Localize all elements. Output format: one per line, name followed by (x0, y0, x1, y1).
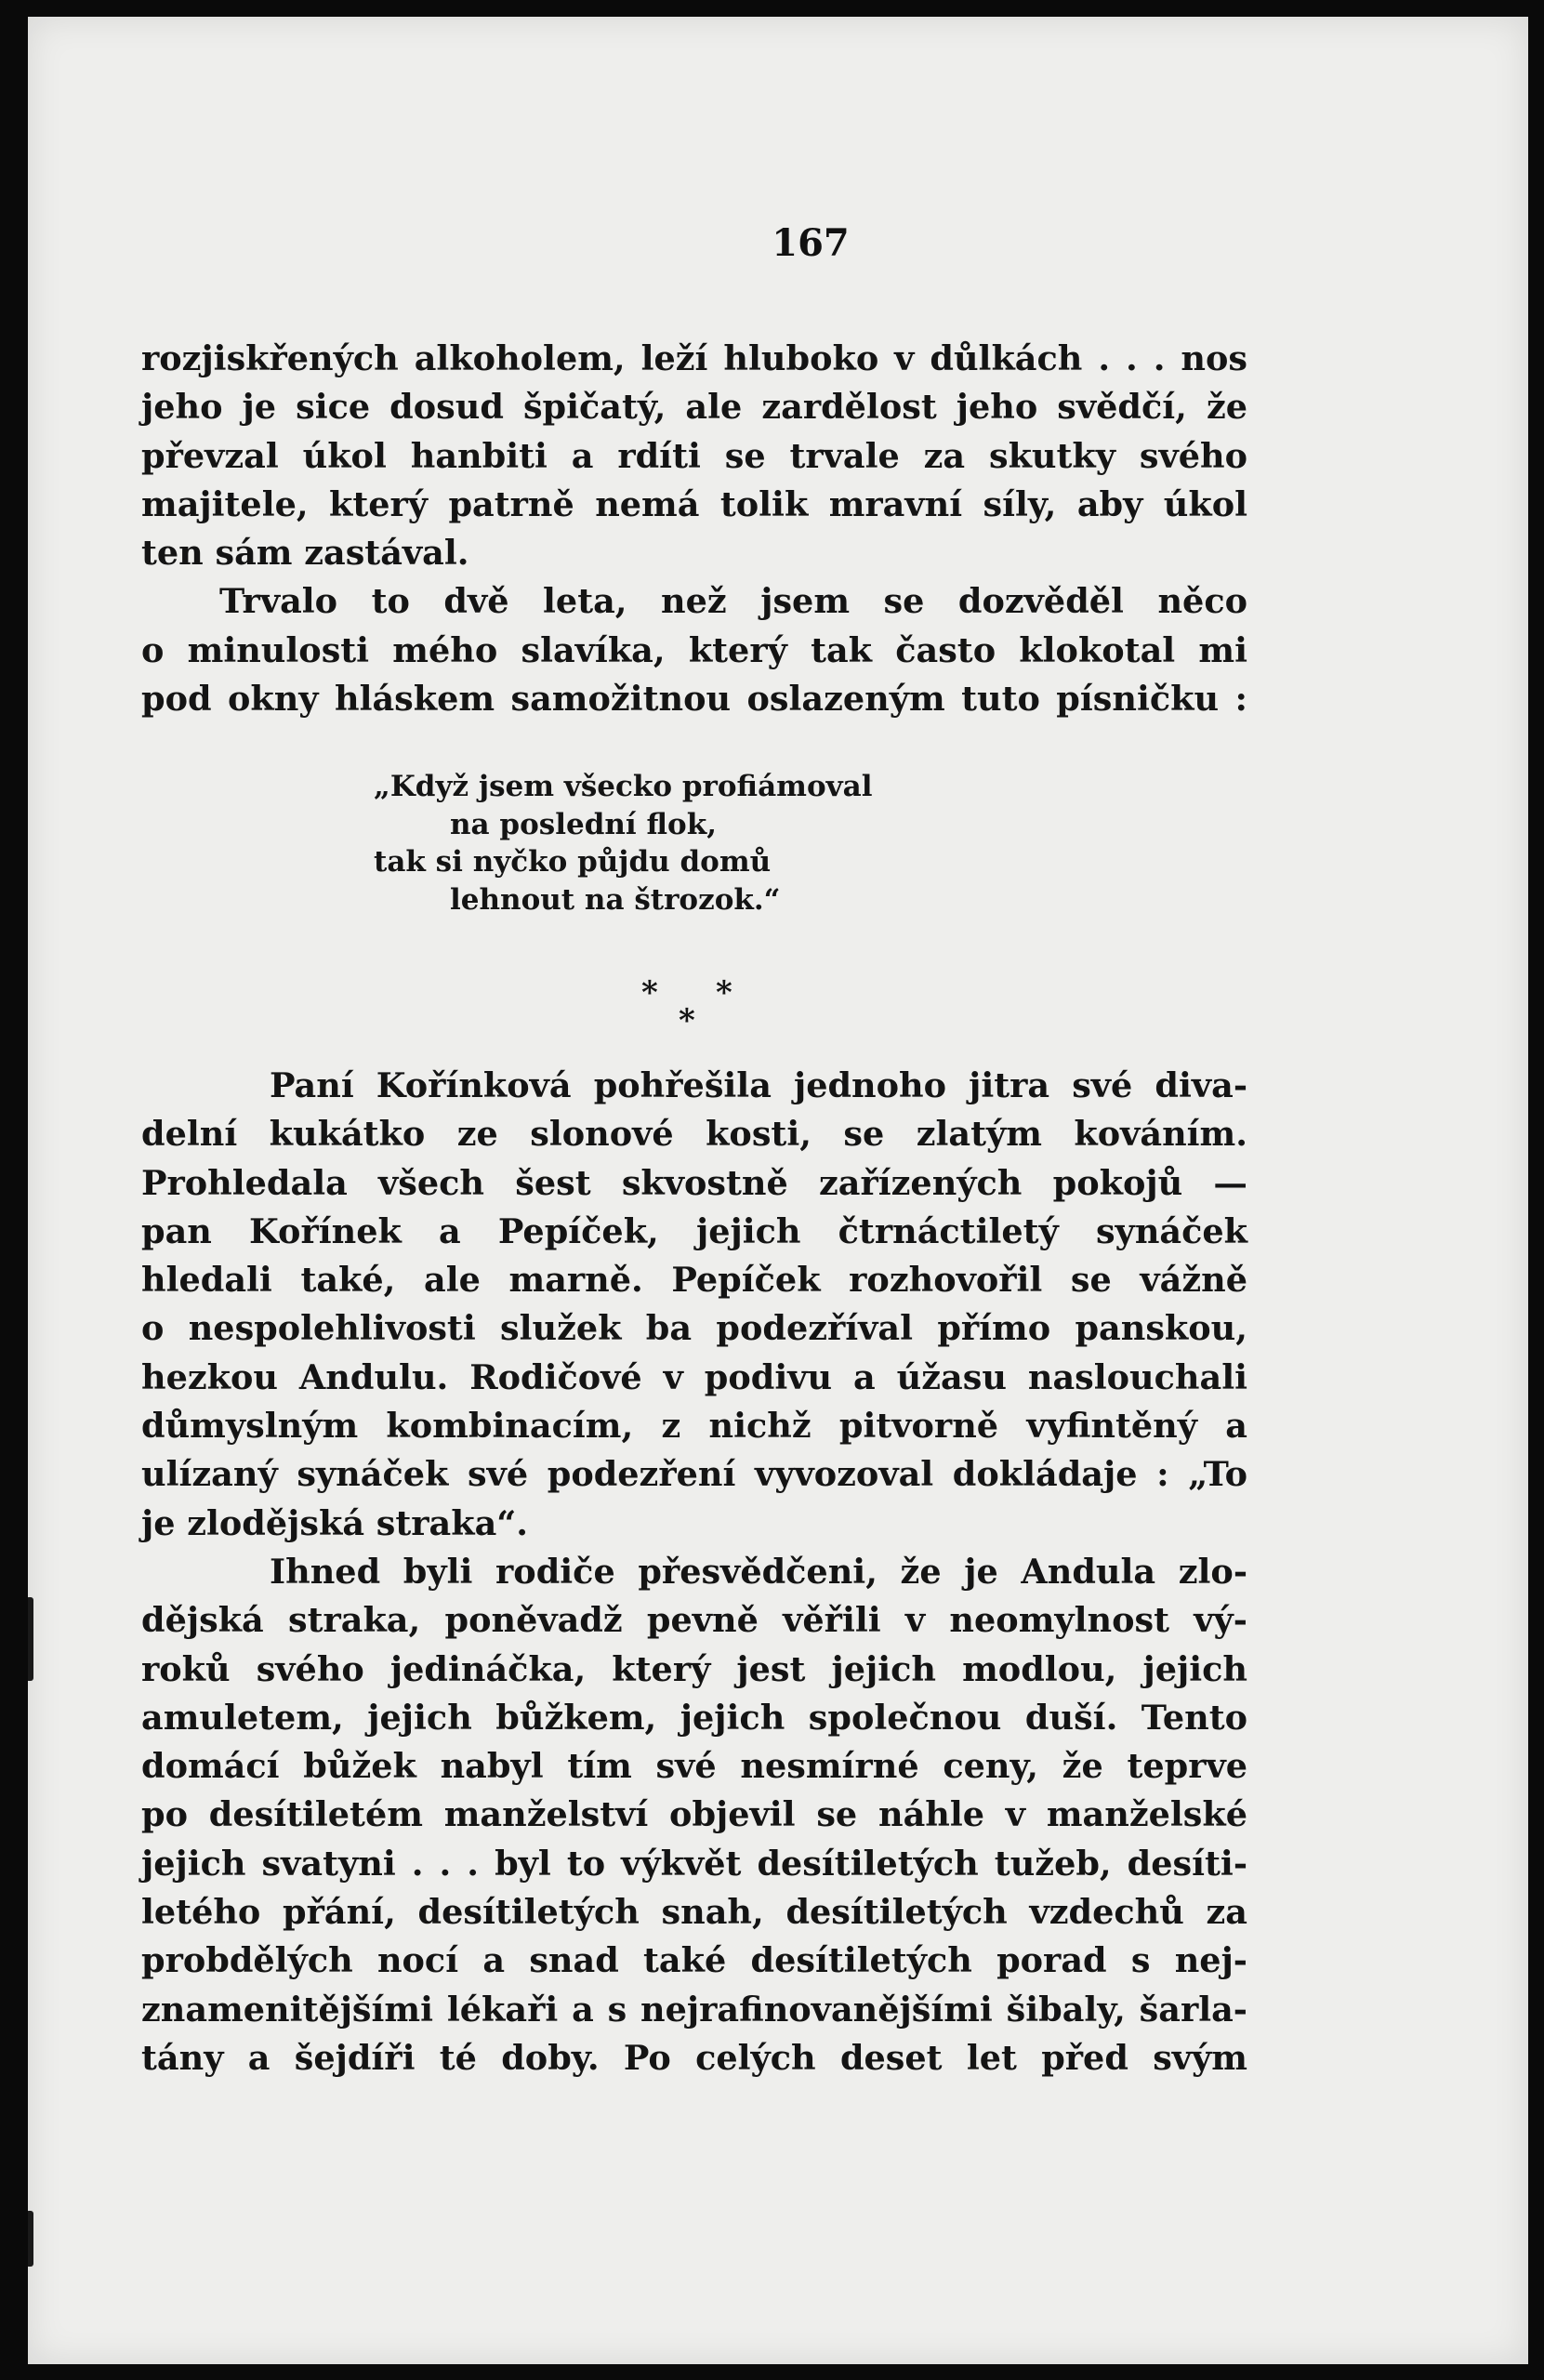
text-line: domácí bůžek nabyl tím své nesmírné ceny, že teprve (141, 1746, 1247, 1787)
text-line: ulízaný synáček své podezření vyvozoval dokládaje : „To (141, 1454, 1247, 1495)
text-line: Paní Kořínková pohřešila jednoho jitra své diva- (270, 1065, 1247, 1105)
text-line: převzal úkol hanbiti a rdíti se trvale za skutky svého (141, 435, 1247, 476)
text-line: o minulosti mého slavíka, který tak často klokotal mi (141, 629, 1247, 670)
text-line: amuletem, jejich bůžkem, jejich společnou duší. Tento (141, 1697, 1247, 1738)
text-line: hledali také, ale marně. Pepíček rozhovořil se vážně (141, 1260, 1247, 1301)
text-line: jejich svatyni . . . byl to výkvět desítiletých tužeb, desíti- (141, 1843, 1247, 1884)
text-line: roků svého jedináčka, který jest jejich modlou, jejich (141, 1648, 1247, 1689)
text-line: je zlodějská straka“. (141, 1502, 529, 1543)
song-quote (374, 768, 873, 919)
binding-mark (28, 2211, 33, 2267)
verse-line: lehnout na štrozok.“ (450, 882, 781, 917)
text-line: pan Kořínek a Pepíček, jejich čtrnáctiletý synáček (141, 1210, 1247, 1251)
text-line: jeho je sice dosud špičatý, ale zardělost jeho svědčí, že (141, 387, 1247, 428)
section-separator (623, 974, 772, 1049)
page-number: 167 (772, 221, 850, 265)
book-page (28, 17, 1528, 2364)
text-line: Trvalo to dvě leta, než jsem se dozvěděl něco (219, 581, 1247, 622)
verse-line: „Když jsem všecko profiámoval (374, 770, 873, 803)
text-line: hezkou Andulu. Rodičové v podivu a úžasu naslouchali (141, 1356, 1247, 1397)
text-line: po desítiletém manželství objevil se náhle v manželské (141, 1794, 1247, 1835)
text-line: Prohledala všech šest skvostně zařízených pokojů — (141, 1162, 1247, 1203)
text-line: znamenitějšími lékaři a s nejrafinovanějšími šibaly, šarla- (141, 1989, 1247, 2030)
text-line: důmyslným kombinacím, z nichž pitvorně vyfintěný a (141, 1406, 1247, 1447)
asterisk: * (641, 974, 658, 1012)
text-line: tány a šejdíři té doby. Po celých deset let před svým (141, 2037, 1247, 2078)
paragraph-intro (141, 335, 1247, 723)
asterisk: * (716, 974, 732, 1012)
text-line: majitele, který patrně nemá tolik mravní síly, aby úkol (141, 483, 1247, 524)
verse-line: na poslední flok, (450, 807, 717, 841)
text-line: ten sám zastával. (141, 533, 469, 574)
verse-line: tak si nyčko půjdu domů (374, 845, 772, 879)
binding-mark (28, 1597, 33, 1681)
text-line: dějská straka, poněvadž pevně věřili v neomylnost vý- (141, 1600, 1247, 1641)
text-line: probdělých nocí a snad také desítiletých porad s nej- (141, 1940, 1247, 1981)
paragraph-story (141, 1062, 1247, 2082)
text-line: rozjiskřených alkoholem, leží hluboko v důlkách . . . nos (141, 338, 1247, 378)
text-line: Ihned byli rodiče přesvědčeni, že je Andula zlo- (270, 1551, 1247, 1592)
text-line: o nespolehlivosti služek ba podezříval přímo panskou, (141, 1308, 1247, 1349)
text-line: pod okny hláskem samožitnou oslazeným tuto písničku : (141, 679, 1247, 720)
text-line: letého přání, desítiletých snah, desítiletých vzdechů za (141, 1892, 1247, 1933)
text-line: delní kukátko ze slonové kosti, se zlatým kováním. (141, 1114, 1247, 1155)
asterisk: * (679, 1002, 695, 1039)
